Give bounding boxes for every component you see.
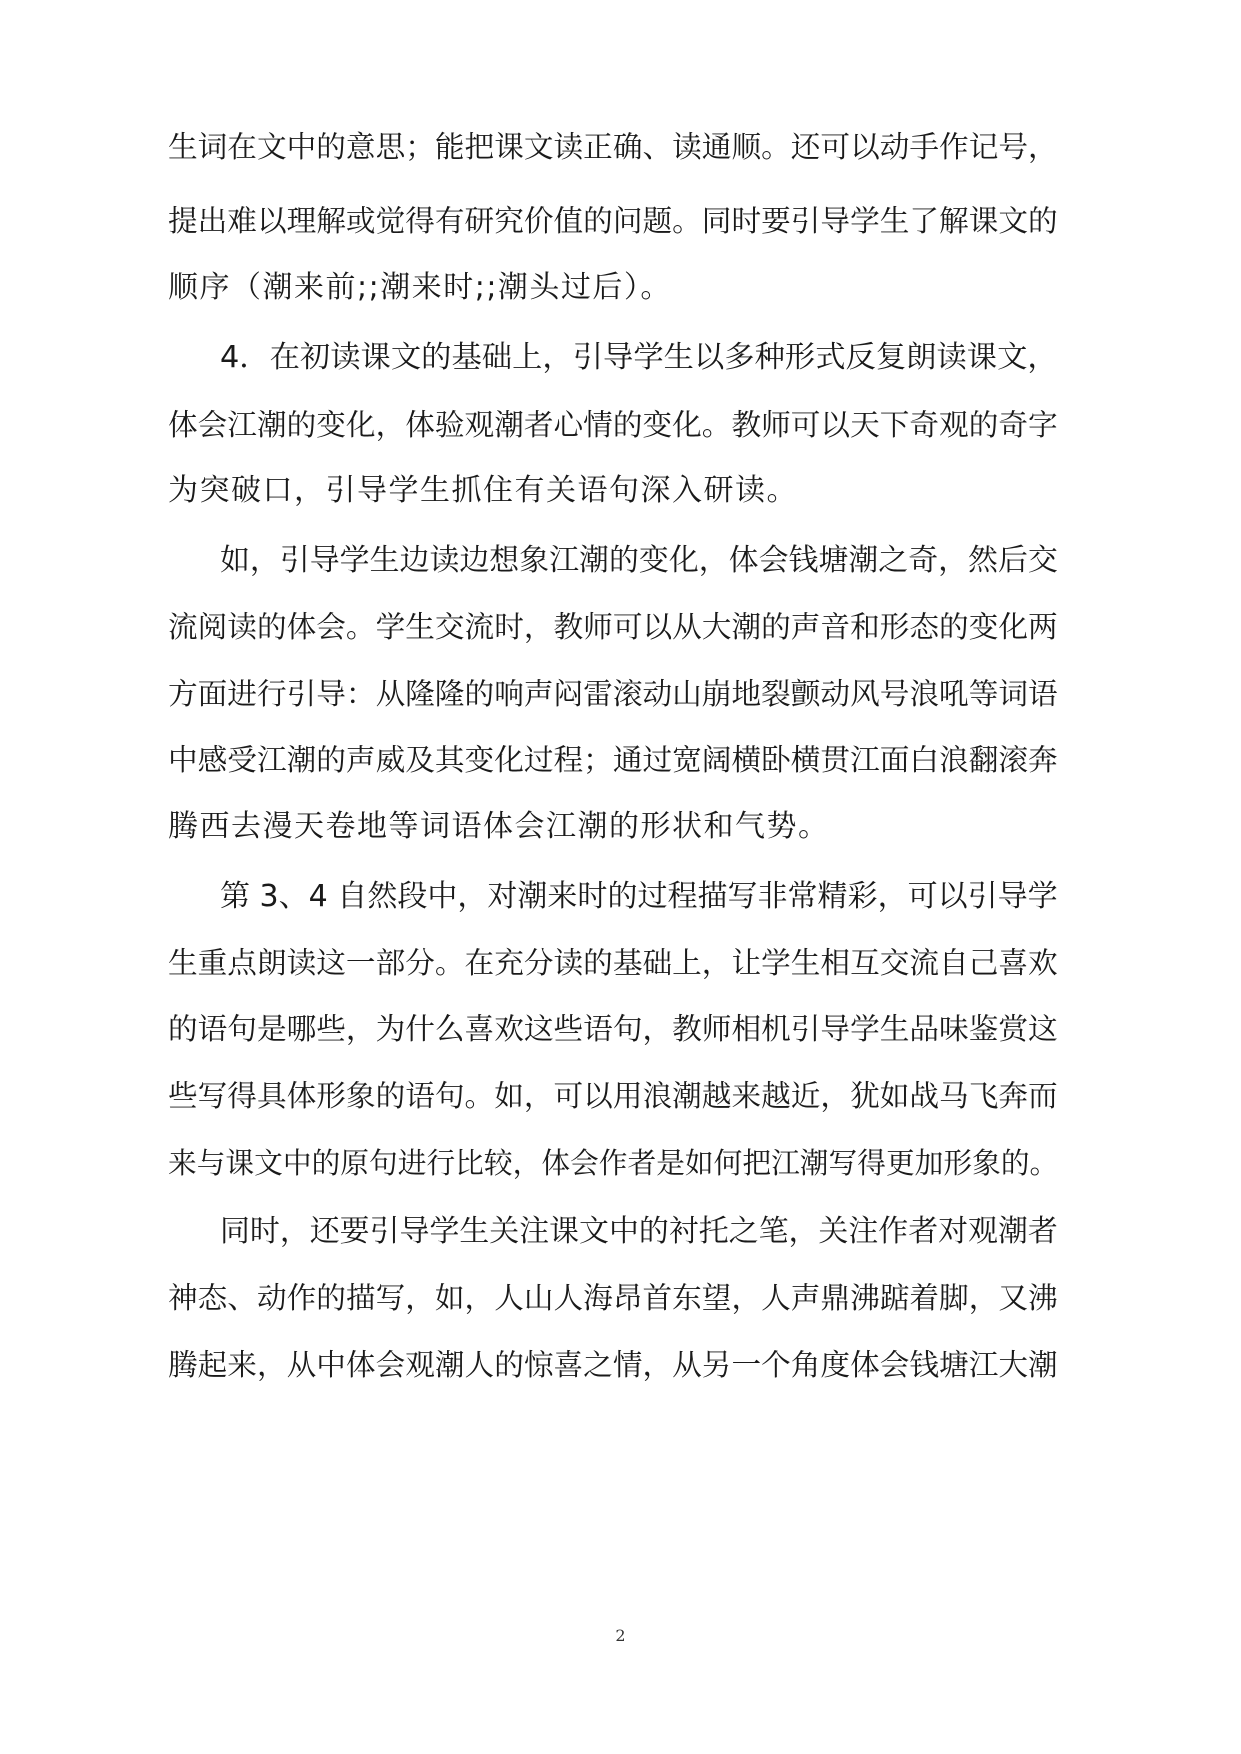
line-text: 流阅读的体会。学生交流时，教师可以从大潮的声音和形态的变化两 bbox=[168, 609, 1058, 644]
line-text: 生词在文中的意思；能把课文读正确、读通顺。还可以动手作记号， bbox=[168, 129, 1058, 164]
line-text: 4．在初读课文的基础上，引导学生以多种形式反复朗读课文， bbox=[220, 340, 1058, 375]
line-text: 些写得具体形象的语句。如，可以用浪潮越来越近，犹如战马飞奔而 bbox=[168, 1078, 1058, 1113]
line-text: 腾西去漫天卷地等词语体会江潮的形状和气势。 bbox=[168, 809, 830, 844]
line-text: 为突破口，引导学生抓住有关语句深入研读。 bbox=[168, 473, 798, 508]
line-text: 方面进行引导：从隆隆的响声闷雷滚动山崩地裂颤动风号浪吼等词语 bbox=[168, 676, 1058, 711]
line-text: 的语句是哪些，为什么喜欢这些语句，教师相机引导学生品味鉴赏这 bbox=[168, 1011, 1058, 1046]
line-text: 体会江潮的变化，体验观潮者心情的变化。教师可以天下奇观的奇字 bbox=[168, 407, 1058, 442]
line-text: 生重点朗读这一部分。在充分读的基础上，让学生相互交流自己喜欢 bbox=[168, 945, 1058, 980]
line-text: 同时，还要引导学生关注课文中的衬托之笔，关注作者对观潮者 bbox=[220, 1214, 1058, 1249]
line-text: 提出难以理解或觉得有研究价值的问题。同时要引导学生了解课文的 bbox=[168, 203, 1058, 238]
line-text: 来与课文中的原句进行比较，体会作者是如何把江潮写得更加形象的。 bbox=[168, 1146, 1059, 1180]
line-text: 神态、动作的描写，如，人山人海昂首东望，人声鼎沸踮着脚，又沸 bbox=[168, 1280, 1058, 1315]
line-text: 腾起来，从中体会观潮人的惊喜之情，从另一个角度体会钱塘江大潮 bbox=[168, 1347, 1058, 1382]
page-number: 2 bbox=[615, 1626, 626, 1645]
line-text: 如，引导学生边读边想象江潮的变化，体会钱塘潮之奇，然后交 bbox=[220, 543, 1058, 578]
line-text: 顺序（潮来前;;潮来时;;潮头过后）。 bbox=[168, 270, 672, 305]
line-text: 中感受江潮的声威及其变化过程；通过宽阔横卧横贯江面白浪翻滚奔 bbox=[168, 742, 1058, 777]
line-text: 第 3、4 自然段中，对潮来时的过程描写非常精彩，可以引导学 bbox=[220, 879, 1058, 914]
